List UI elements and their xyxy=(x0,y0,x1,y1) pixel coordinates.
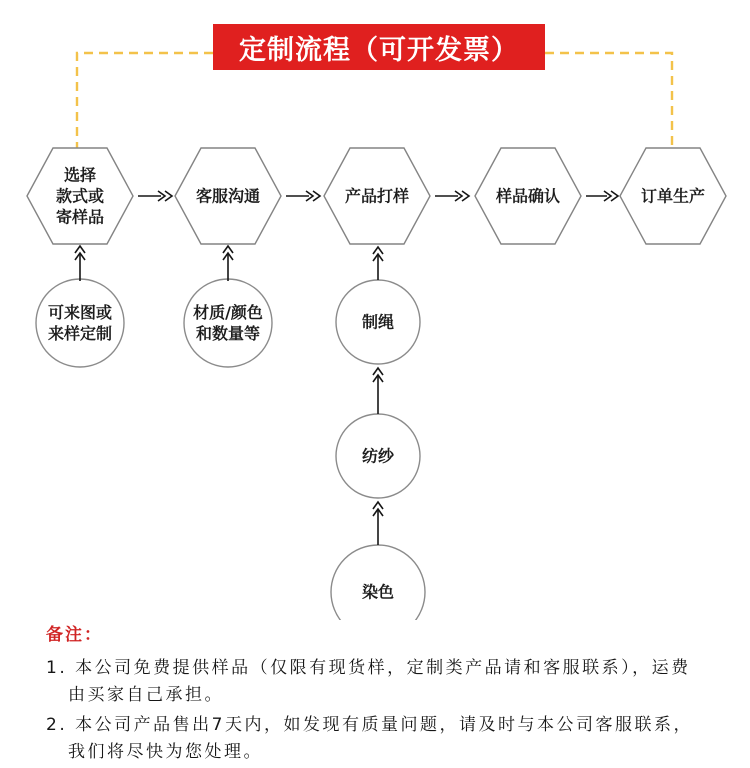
circle-label-dyeing: 染色 xyxy=(361,582,395,602)
circle-label-rope-making: 制绳 xyxy=(361,312,395,332)
hexagon-label-order-production: 订单生产 xyxy=(640,186,706,206)
arrow-spinning-rope xyxy=(373,368,383,414)
arrow-dyeing-spinning xyxy=(373,502,383,545)
arrow-rope-hex3 xyxy=(373,247,383,280)
circle-label-spinning: 纺纱 xyxy=(361,446,395,466)
notes-section xyxy=(46,620,736,768)
arrow-hex2-hex3 xyxy=(286,191,320,201)
hexagon-label-product-proofing: 产品打样 xyxy=(344,186,410,206)
note-2-line-2: 我们将尽快为您处理。 xyxy=(68,742,263,762)
dashed-connector-right xyxy=(545,53,672,148)
circle-label-material-color-qty: 材质/颜色 和数量等 xyxy=(193,303,263,343)
arrow-hex4-hex5 xyxy=(586,191,618,201)
arrow-circle1-hex1 xyxy=(75,246,85,281)
banner-title: 定制流程（可开发票） xyxy=(213,24,545,70)
note-1-line-2: 由买家自己承担。 xyxy=(68,685,224,705)
note-2-line-1: 2. 本公司产品售出7天内，如发现有质量问题，请及时与本公司客服联系， xyxy=(46,715,693,735)
note-1-line-1: 1. 本公司免费提供样品（仅限有现货样，定制类产品请和客服联系），运费 xyxy=(46,658,691,678)
arrow-hex1-hex2 xyxy=(138,191,172,201)
notes-heading: 备注： xyxy=(46,625,103,645)
arrow-circle2-hex2 xyxy=(223,246,233,281)
hexagon-label-select-style: 选择 款式或 寄样品 xyxy=(55,165,105,227)
arrow-hex3-hex4 xyxy=(435,191,469,201)
circle-label-drawing-or-sample: 可来图或 来样定制 xyxy=(47,303,113,343)
hexagon-label-sample-confirm: 样品确认 xyxy=(495,186,561,206)
dashed-connector-left xyxy=(77,53,213,148)
hexagon-label-customer-service: 客服沟通 xyxy=(195,186,261,206)
